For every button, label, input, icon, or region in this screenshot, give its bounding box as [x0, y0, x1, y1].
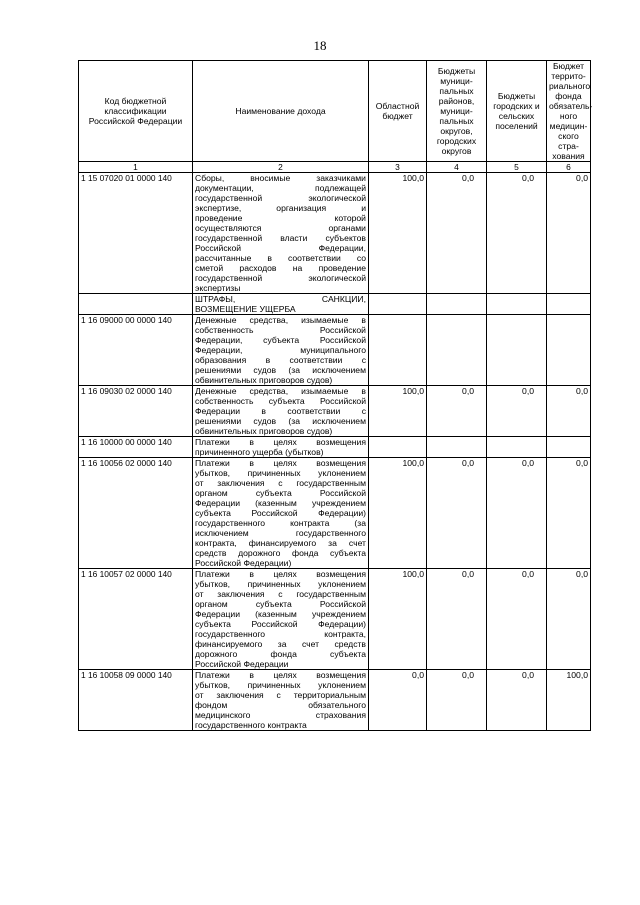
row-name: [193, 569, 369, 670]
table-row: [79, 294, 591, 315]
value-municipal: 0,0: [427, 569, 487, 670]
column-number-row: [79, 162, 591, 173]
value-municipal: 0,0: [427, 670, 487, 731]
row-name-line: государственного контракта: [195, 720, 307, 730]
column-number: 1: [79, 162, 193, 173]
value-regional: 100,0: [369, 458, 427, 569]
row-name-line: проведение которой: [195, 213, 366, 223]
value-tfoms: 0,0: [547, 569, 591, 670]
value-urban-rural: 0,0: [487, 670, 547, 731]
row-name-line: медицинского страхования: [195, 710, 366, 720]
header-name: Наименование дохода: [193, 61, 369, 162]
row-name-line: рассчитанные в соответствии со: [195, 253, 366, 263]
row-name-line: Федерации (казенным учреждением: [195, 609, 366, 619]
page-number: 18: [313, 38, 327, 53]
value-tfoms: [547, 315, 591, 386]
row-name-line: Федерации, субъекта Российской: [195, 335, 366, 345]
table-row: [79, 386, 591, 437]
row-name-line: собственность субъекта Российской: [195, 396, 366, 406]
row-code: 1 16 09030 02 0000 140: [79, 386, 193, 437]
value-regional: 100,0: [369, 569, 427, 670]
row-name-line: Федерации в соответствии с: [195, 406, 366, 416]
row-name-line: Платежи в целях возмещения: [195, 670, 366, 680]
row-name-line: причиненного ущерба (убытков): [195, 447, 324, 457]
value-regional: [369, 315, 427, 386]
table-row: [79, 670, 591, 731]
row-name-line: Федерации (казенным учреждением: [195, 498, 366, 508]
column-number: 3: [369, 162, 427, 173]
value-municipal: [427, 315, 487, 386]
row-name-line: исключением государственного: [195, 528, 366, 538]
row-name-line: Федерации, муниципального: [195, 345, 366, 355]
revenue-table: [78, 60, 591, 731]
row-code: 1 16 10058 09 0000 140: [79, 670, 193, 731]
value-regional: 100,0: [369, 173, 427, 294]
row-name-line: средств дорожного фонда субъекта: [195, 548, 366, 558]
header-tfoms-budget: Бюджет террито-риального фонда обязатель-ного медицин-ского стра-хования: [547, 61, 591, 162]
row-name-line: государственного контракта,: [195, 629, 366, 639]
row-name-line: собственность Российской: [195, 325, 366, 335]
row-name-line: экспертизы: [195, 283, 241, 293]
row-name-line: дорожного фонда субъекта: [195, 649, 366, 659]
value-urban-rural: [487, 315, 547, 386]
row-name-line: Денежные средства, изымаемые в: [195, 315, 366, 325]
row-name-line: финансируемого за счет средств: [195, 639, 366, 649]
row-name-line: Сборы, вносимые заказчиками: [195, 173, 366, 183]
row-code: 1 15 07020 01 0000 140: [79, 173, 193, 294]
row-name-line: контракта, финансируемого за счет: [195, 538, 366, 548]
row-name: [193, 437, 369, 458]
row-name-line: государственной экологической: [195, 193, 366, 203]
row-name-line: убытков, причиненных уклонением: [195, 468, 366, 478]
row-name-line: от заключения с государственным: [195, 589, 366, 599]
row-name-line: органом субъекта Российской: [195, 599, 366, 609]
row-name-line: решениями судов (за исключением: [195, 365, 366, 375]
row-name-line: обвинительных приговоров судов): [195, 426, 333, 436]
row-name-line: документации, подлежащей: [195, 183, 366, 193]
value-tfoms: 0,0: [547, 386, 591, 437]
value-urban-rural: [487, 437, 547, 458]
value-municipal: 0,0: [427, 458, 487, 569]
value-tfoms: 100,0: [547, 670, 591, 731]
row-code: 1 16 10000 00 0000 140: [79, 437, 193, 458]
row-name-line: убытков, причиненных уклонением: [195, 680, 366, 690]
value-urban-rural: 0,0: [487, 569, 547, 670]
header-municipal-budgets: Бюджеты муници-пальных районов, муници-пальных округов, городских округов: [427, 61, 487, 162]
row-name-line: Денежные средства, изымаемые в: [195, 386, 366, 396]
row-name: [193, 670, 369, 731]
row-name-line: Платежи в целях возмещения: [195, 458, 366, 468]
row-name-line: от заключения с территориальным: [195, 690, 366, 700]
row-name-line: Платежи в целях возмещения: [195, 569, 366, 579]
value-regional: 0,0: [369, 670, 427, 731]
row-name-line: Российской Федерации: [195, 659, 289, 669]
value-urban-rural: [487, 294, 547, 315]
row-name: [193, 173, 369, 294]
row-name-line: от заключения с государственным: [195, 478, 366, 488]
column-number: 4: [427, 162, 487, 173]
table-row: [79, 458, 591, 569]
value-tfoms: [547, 294, 591, 315]
value-municipal: [427, 437, 487, 458]
row-name-line: органом субъекта Российской: [195, 488, 366, 498]
row-name-line: Платежи в целях возмещения: [195, 437, 366, 447]
row-code: 1 16 09000 00 0000 140: [79, 315, 193, 386]
column-number: 2: [193, 162, 369, 173]
value-urban-rural: 0,0: [487, 173, 547, 294]
row-name-line: субъекта Российской Федерации): [195, 508, 366, 518]
header-regional-budget: Областной бюджет: [369, 61, 427, 162]
column-number: 6: [547, 162, 591, 173]
value-municipal: 0,0: [427, 386, 487, 437]
value-municipal: 0,0: [427, 173, 487, 294]
table-row: [79, 437, 591, 458]
table-row: [79, 315, 591, 386]
value-regional: [369, 294, 427, 315]
row-name-line: ВОЗМЕЩЕНИЕ УЩЕРБА: [195, 304, 296, 314]
row-name-line: ШТРАФЫ, САНКЦИИ,: [195, 294, 366, 304]
row-name: [193, 386, 369, 437]
row-name: [193, 315, 369, 386]
table-header-row: [79, 61, 591, 162]
row-name-line: государственной власти субъектов: [195, 233, 366, 243]
row-code: [79, 294, 193, 315]
row-name-line: обвинительных приговоров судов): [195, 375, 333, 385]
row-name-line: Российской Федерации,: [195, 243, 366, 253]
row-name-line: государственной экологической: [195, 273, 366, 283]
header-code: Код бюджетной классификации Российской Федерации: [79, 61, 193, 162]
row-name-line: сметой расходов на проведение: [195, 263, 366, 273]
column-number: 5: [487, 162, 547, 173]
row-name-line: решениями судов (за исключением: [195, 416, 366, 426]
value-regional: [369, 437, 427, 458]
value-urban-rural: 0,0: [487, 386, 547, 437]
row-code: 1 16 10057 02 0000 140: [79, 569, 193, 670]
row-name-line: осуществляются органами: [195, 223, 366, 233]
row-name-line: субъекта Российской Федерации): [195, 619, 366, 629]
table-body: [79, 173, 591, 731]
value-tfoms: 0,0: [547, 458, 591, 569]
row-name-line: Российской Федерации): [195, 558, 292, 568]
row-name-line: государственного контракта (за: [195, 518, 366, 528]
value-regional: 100,0: [369, 386, 427, 437]
value-urban-rural: 0,0: [487, 458, 547, 569]
row-name: [193, 294, 369, 315]
header-urban-rural-budgets: Бюджеты городских и сельских поселений: [487, 61, 547, 162]
value-municipal: [427, 294, 487, 315]
row-name-line: экспертизе, организация и: [195, 203, 366, 213]
row-name-line: фондом обязательного: [195, 700, 366, 710]
row-name-line: образования в соответствии с: [195, 355, 366, 365]
table-row: [79, 569, 591, 670]
value-tfoms: [547, 437, 591, 458]
value-tfoms: 0,0: [547, 173, 591, 294]
row-code: 1 16 10056 02 0000 140: [79, 458, 193, 569]
row-name: [193, 458, 369, 569]
table-row: [79, 173, 591, 294]
row-name-line: убытков, причиненных уклонением: [195, 579, 366, 589]
